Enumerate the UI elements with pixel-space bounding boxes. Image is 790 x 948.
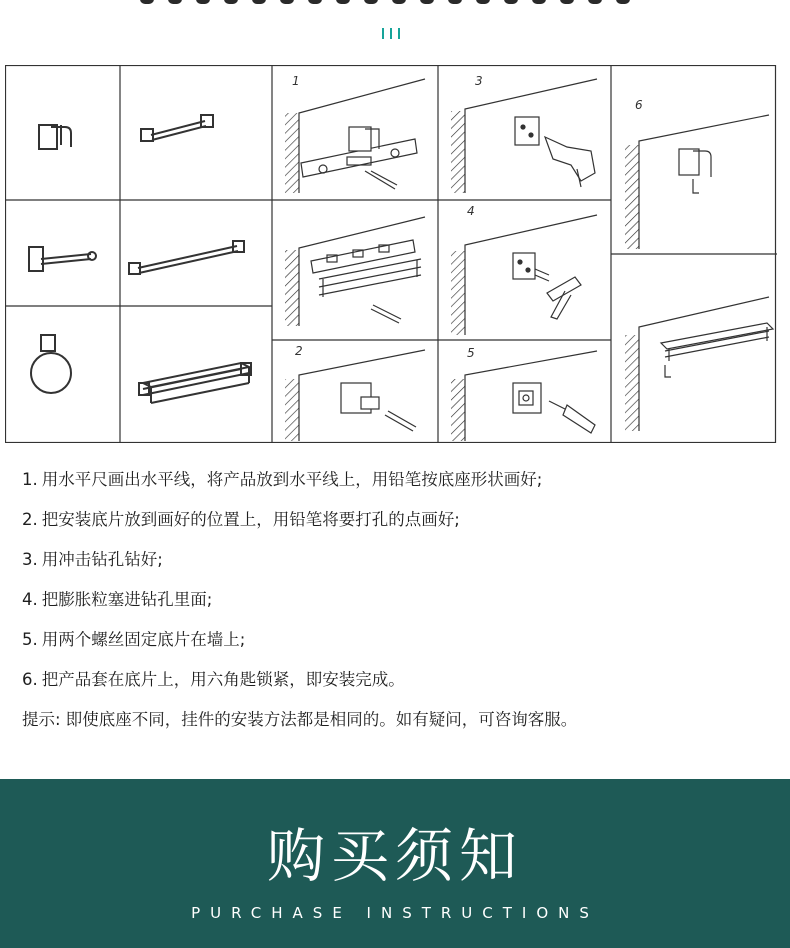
install-step bbox=[22, 470, 782, 510]
step-number: 5. bbox=[22, 630, 38, 649]
step-number: 2. bbox=[22, 510, 38, 529]
step-text: 把安装底片放到画好的位置上，用铅笔将要打孔的点画好; bbox=[41, 510, 460, 529]
step-text: 用冲击钻孔钻好; bbox=[41, 550, 163, 569]
install-step bbox=[22, 670, 782, 710]
step-text: 用两个螺丝固定底片在墙上; bbox=[41, 630, 246, 649]
step-number-label: 3 bbox=[475, 74, 483, 88]
accent-marks-icon bbox=[379, 28, 403, 40]
step-text: 把膨胀粒塞进钻孔里面; bbox=[41, 590, 213, 609]
install-step bbox=[22, 510, 782, 550]
step-number-label: 6 bbox=[635, 98, 643, 112]
banner-subtitle: PURCHASE INSTRUCTIONS bbox=[191, 904, 599, 922]
banner-title: 购买须知 bbox=[266, 822, 523, 890]
install-step bbox=[22, 550, 782, 590]
step-number-label: 2 bbox=[295, 344, 303, 358]
step-number-label: 1 bbox=[292, 74, 300, 88]
install-tip: 提示: 即使底座不同，挂件的安装方法都是相同的。如有疑问，可咨询客服。 bbox=[22, 710, 578, 729]
step-number: 1. bbox=[22, 470, 38, 489]
cropped-heading-glyphs bbox=[140, 0, 650, 4]
step-number-label: 5 bbox=[467, 346, 475, 360]
install-steps-list bbox=[22, 470, 782, 750]
step-number: 3. bbox=[22, 550, 38, 569]
installation-diagram-grid bbox=[5, 65, 777, 443]
step-number: 4. bbox=[22, 590, 38, 609]
step-number: 6. bbox=[22, 670, 38, 689]
install-step bbox=[22, 590, 782, 630]
install-step bbox=[22, 630, 782, 670]
step-text: 把产品套在底片上，用六角匙锁紧，即安装完成。 bbox=[41, 670, 405, 689]
step-number-label: 4 bbox=[467, 204, 475, 218]
purchase-instructions-banner bbox=[0, 779, 790, 948]
diagram-svg bbox=[5, 65, 777, 443]
step-text: 用水平尺画出水平线，将产品放到水平线上，用铅笔按底座形状画好; bbox=[41, 470, 543, 489]
top-decoration-strip bbox=[0, 0, 790, 8]
